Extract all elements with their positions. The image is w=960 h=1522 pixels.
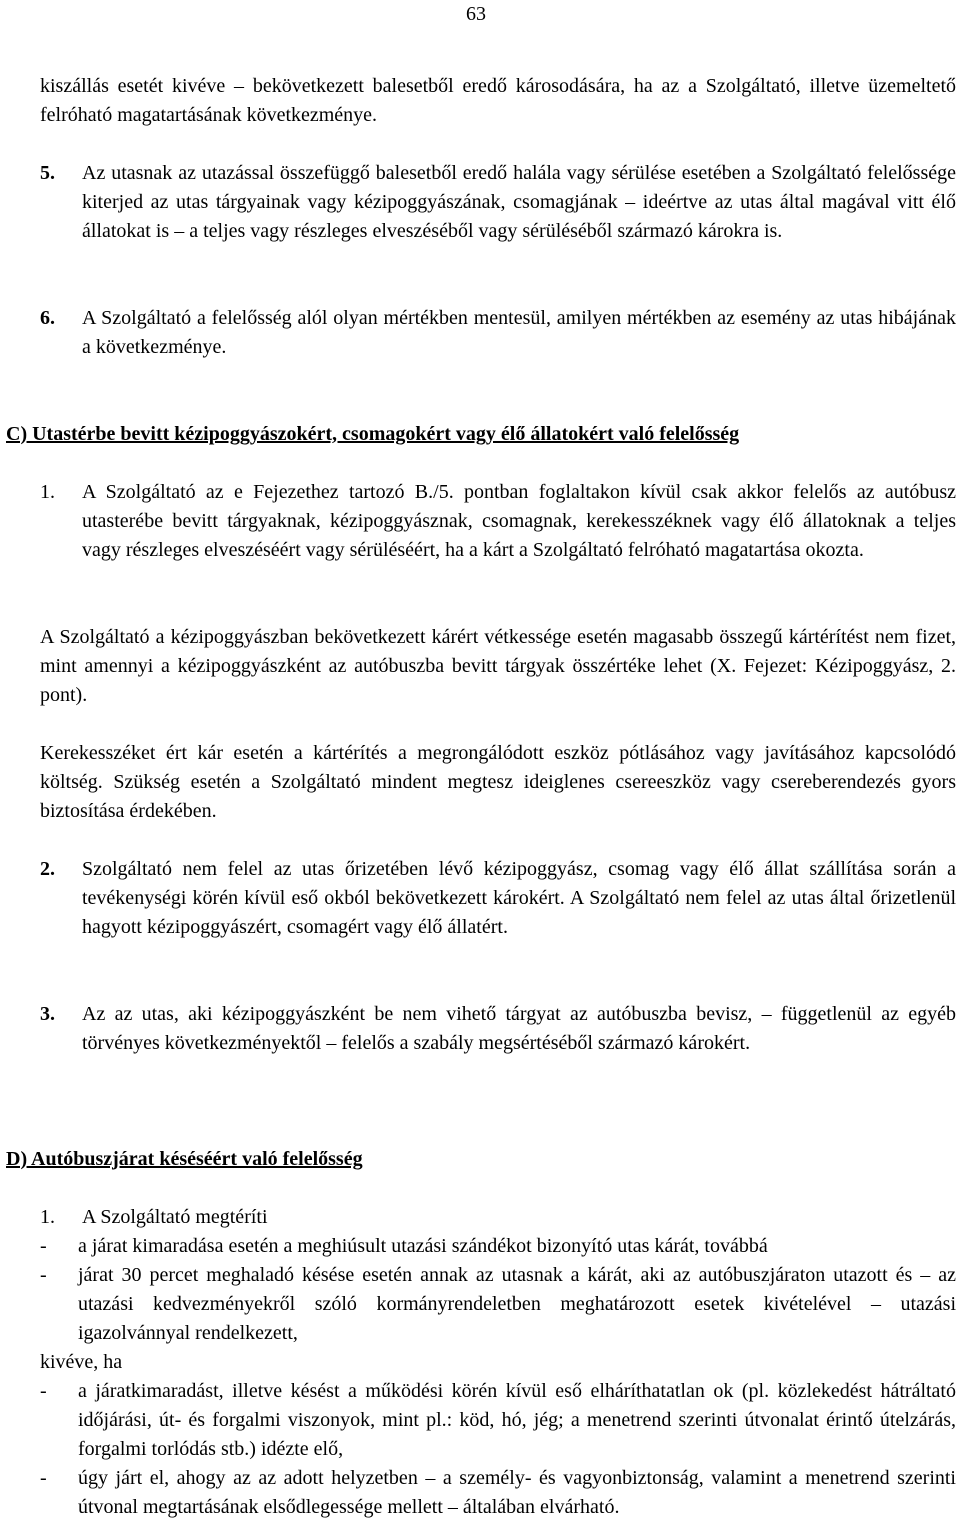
- c-paragraph-3-text: Kerekesszéket ért kár esetén a kártérítés a megrongálódott eszköz pótlásához vagy javításához kapcsolódó költség. Szükség esetén a Szolgáltató mindent megtesz ideiglenes csereeszköz vagy csereberendezés gyors biztosítása érdekében.: [40, 742, 956, 822]
- section-d-heading: D) Autóbuszjárat késéséért való felelősség: [6, 1148, 363, 1170]
- c-paragraph-3: [40, 739, 956, 826]
- d-item-1-text: A Szolgáltató megtéríti: [82, 1206, 268, 1228]
- c-item-2-text: Szolgáltató nem felel az utas őrizetében lévő kézipoggyász, csomag vagy élő állat szállítása során a tevékenységi körén kívül eső okból bekövetkezett károkért. A Szolgáltató nem felel az utas által őrizetlenül hagyott kézipoggyászért, csomagért vagy élő állatért.: [82, 858, 956, 938]
- intro-text: kiszállás esetét kivéve – bekövetkezett balesetből eredő károsodására, ha az a Szolgáltató, illetve üzemeltető felróható magatartásának következménye.: [40, 75, 956, 126]
- b-item-5-text: Az utasnak az utazással összefüggő balesetből eredő halála vagy sérülése esetében a Szolgáltató felelőssége kiterjed az utas tárgyainak vagy kézipoggyászának, csomagjának – ideértve az utas által magával vitt élő állatokat is – a teljes vagy részleges elveszéséből vagy sérüléséből származó károkra is.: [82, 162, 956, 242]
- d-bullet-2: [40, 1261, 956, 1348]
- c-item-1-text: A Szolgáltató az e Fejezethez tartozó B./5. pontban foglaltakon kívül csak akkor felelős az autóbusz utasterébe bevitt tárgyaknak, kézipoggyásznak, csomagnak, kerekesszéknek vagy élő állatoknak a teljes vagy részleges elveszéséért vagy sérüléséért, ha a kárt a Szolgáltató felróható magatartása okozta.: [82, 481, 956, 561]
- page-number: 63: [466, 3, 486, 25]
- d-bullet-3-dash: -: [40, 1380, 47, 1402]
- d-bullet-1: [40, 1232, 956, 1261]
- b-item-6: [40, 304, 956, 362]
- c-item-2-number: 2.: [40, 858, 55, 880]
- c-item-3-number: 3.: [40, 1003, 55, 1025]
- intro-paragraph: [40, 72, 956, 130]
- d-bullet-2-text: járat 30 percet meghaladó késése esetén annak az utasnak a kárát, aki az autóbuszjáraton utazott és – az utazási kedvezményekről szóló kormányrendeletben meghatározott esetek kivételével – utazási igazolvánnyal rendelkezett,: [78, 1264, 956, 1344]
- b-item-5: [40, 159, 956, 275]
- b-item-6-text: A Szolgáltató a felelősség alól olyan mértékben mentesül, amilyen mértékben az esemény az utas hibájának a következménye.: [82, 307, 956, 358]
- b-item-6-number: 6.: [40, 307, 55, 329]
- section-c-heading: C) Utastérbe bevitt kézipoggyászokért, csomagokért vagy élő állatokért való felelősség: [6, 423, 740, 445]
- d-bullet-2-dash: -: [40, 1264, 47, 1286]
- c-item-1-number: 1.: [40, 481, 55, 503]
- d-except: [40, 1348, 956, 1377]
- d-except-text: kivéve, ha: [40, 1351, 123, 1373]
- d-bullet-3: [40, 1377, 956, 1464]
- c-item-3-text: Az az utas, aki kézipoggyászként be nem vihető tárgyat az autóbuszba bevisz, – függetlenül az egyéb törvényes következményektől – felelős a szabály megsértéséből származó károkért.: [82, 1003, 956, 1054]
- d-item-1: [40, 1203, 956, 1232]
- d-item-1-number: 1.: [40, 1206, 55, 1228]
- d-bullet-1-text: a járat kimaradása esetén a meghiúsult utazási szándékot bizonyító utas kárát, továbbá: [78, 1235, 768, 1257]
- b-item-5-number: 5.: [40, 162, 55, 184]
- d-bullet-3-text: a járatkimaradást, illetve késést a működési körén kívül eső elháríthatatlan ok (pl. közlekedést hátráltató időjárási, út- és forgalmi viszonyok, mint pl.: köd, hó, jég; a menetrend szerinti útvonalat érintő útelzárás, forgalmi torlódás stb.) idézte elő,: [78, 1380, 956, 1460]
- c-paragraph-2-text: A Szolgáltató a kézipoggyászban bekövetkezett kárért vétkessége esetén magasabb összegű kártérítést nem fizet, mint amennyi a kézipoggyászként az autóbuszba bevitt tárgyak összértéke lehet (X. Fejezet: Kézipoggyász, 2. pont).: [40, 626, 956, 706]
- c-paragraph-2: [40, 623, 956, 710]
- c-item-2: [40, 855, 956, 971]
- d-bullet-4-dash: -: [40, 1467, 47, 1489]
- c-item-3: [40, 1000, 956, 1087]
- c-item-1: [40, 478, 956, 594]
- d-bullet-4: [40, 1464, 956, 1522]
- d-bullet-4-text: úgy járt el, ahogy az az adott helyzetben – a személy- és vagyonbiztonság, valamint a menetrend szerinti útvonal megtartásának elsődlegessége mellett – általában elvárható.: [78, 1467, 956, 1518]
- d-bullet-1-dash: -: [40, 1235, 47, 1257]
